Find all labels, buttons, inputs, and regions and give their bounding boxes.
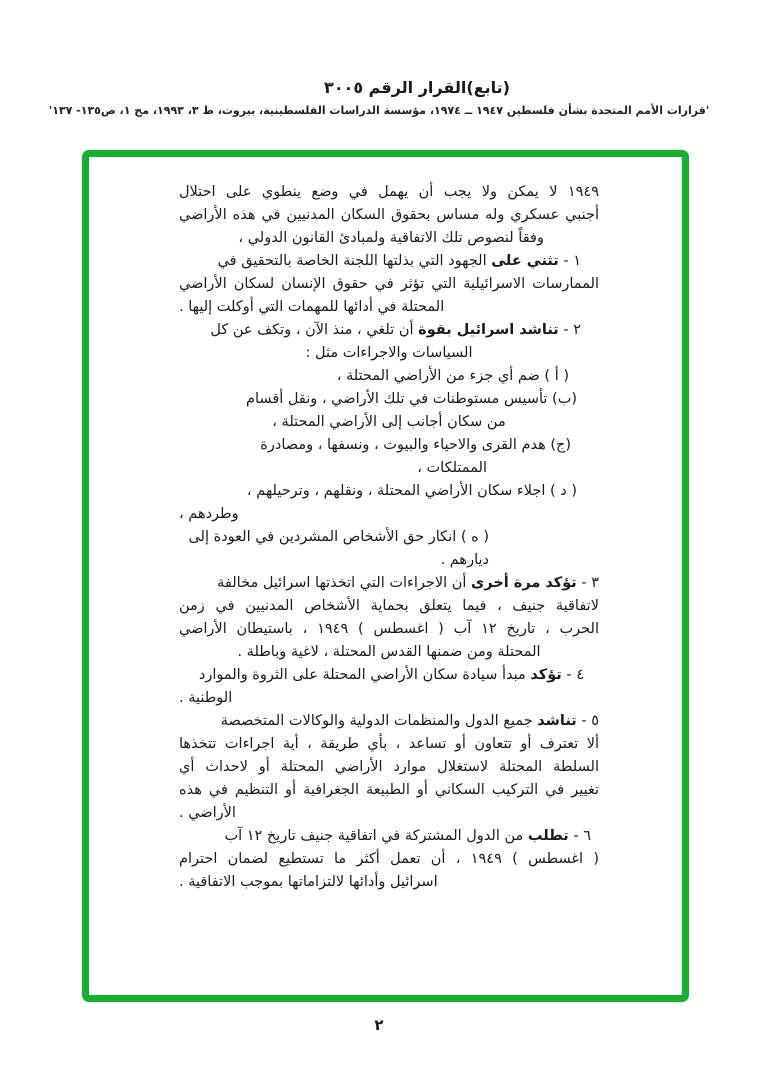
text-line [179,526,599,572]
text-segment: وفقاً لنصوص تلك الاتفاقية ولمبادئ القانون الدولي ، [238,230,544,246]
text-segment: ٦ - [568,828,591,844]
text-segment: من الدول المشتركة في اتفاقية جنيف تاريخ ١٢ آب [224,828,528,844]
text-segment: من سكان أجانب إلى الأراضي المحتلة ، [272,414,506,430]
text-segment: وطردهم ، [179,506,239,522]
resolution-text [179,181,599,894]
text-line [179,181,599,204]
text-segment: (ج) هدم القرى والاحياء والبيوت ، ونسفها ، ومصادرة [260,437,571,453]
text-segment: الوطنية . [179,690,233,706]
bold-text-segment: تؤكد [530,667,562,683]
text-segment: الممارسات الاسرائيلية التي تؤثر في حقوق الإنسان لسكان الأراضي [179,276,599,292]
text-segment: ( أ ) ضم أي جزء من الأراضي المحتلة ، [336,368,569,384]
text-line [179,457,599,480]
text-line [179,411,599,434]
text-segment: ألا تعترف أو تتعاون أو تساعد ، بأي طريقة ، أية اجراءات تتخذها [179,736,599,752]
text-segment: ( ه ) انكار حق الأشخاص المشردين في العودة إلى ديارهم . [188,529,489,568]
bold-text-segment: تثني على [491,253,559,269]
text-segment: لاتفاقية جنيف ، فيما يتعلق بحماية الأشخاص المدنيين في زمن [179,598,599,614]
text-line [179,227,599,250]
text-line [179,687,599,710]
text-segment: الجهود التي بذلتها اللجنة الخاصة بالتحقيق في [217,253,492,269]
text-line [179,342,599,365]
bold-text-segment: تطلب [527,828,569,844]
text-segment: اسرائيل وأدائها لالتزاماتها بموجب الاتفاقية . [179,874,438,890]
text-segment: الممتلكات ، [417,460,487,476]
text-segment: السياسات والاجراءات مثل : [305,345,473,361]
text-line [179,664,599,687]
text-line [179,641,599,664]
text-segment: جميع الدول والمنظمات الدولية والوكالات المتخصصة [220,713,538,729]
text-line [179,733,599,756]
text-segment: ٣ - [576,575,599,591]
text-segment: أن تلغي ، منذ الآن ، وتكف عن كل [210,322,419,338]
text-line [179,503,599,526]
text-segment: (ب) تأسيس مستوطنات في تلك الأراضي ، ونقل أقسام [246,391,577,407]
text-segment: ٢ - [558,322,581,338]
text-line [179,273,599,296]
text-line [179,250,599,273]
text-segment: ١٩٤٩ لا يمكن ولا يجب أن يهمل في وضع ينطوي على احتلال [179,184,599,200]
text-segment: ١ - [558,253,581,269]
text-segment: ( اغسطس ) ١٩٤٩ ، أن تعمل أكثر ما تستطيع لضمان احترام [179,851,599,867]
text-segment: الحرب ، تاريخ ١٢ آب ( اغسطس ) ١٩٤٩ ، باستيطان الأراضي [179,621,599,637]
text-segment: ( د ) اجلاء سكان الأراضي المحتلة ، ونقلهم ، وترحيلهم ، [246,483,577,499]
text-line [179,388,599,411]
bold-text-segment: تؤكد مرة أخرى [471,575,577,591]
bold-text-segment: تناشد اسرائيل بقوة [418,322,559,338]
text-line [179,848,599,871]
text-segment: الأراضي . [179,805,236,821]
text-segment: المحتلة في أدائها للمهمات التي أوكلت إليها . [179,299,445,315]
highlight-box [82,150,689,1002]
text-segment: مبدأ سيادة سكان الأراضي المحتلة على الثروة والموارد [198,667,531,683]
text-line [179,756,599,779]
text-line [179,871,599,894]
text-line [179,779,599,802]
text-line [179,365,599,388]
text-segment: أن الاجراءات التي اتخذتها اسرائيل مخالفة [217,575,472,591]
text-line [179,204,599,227]
text-segment: ٤ - [561,667,584,683]
page-title: (تابع)القرار الرقم ٣٠٠٥ [324,78,510,97]
text-line [179,572,599,595]
page-number: ٢ [374,1016,384,1034]
text-line [179,710,599,733]
text-segment: أجنبي عسكري وله مساس بحقوق السكان المدنيين في هذه الأراضي [179,207,599,223]
citation-line: 'قرارات الأمم المتحدة بشأن فلسطين ١٩٤٧ ــ ١٩٧٤، مؤسسة الدراسات الفلسطينية، بيروت، ط ٣، ١٩٩٣، مج ١، ص١٣٥- ١٣٧' [48,104,710,117]
text-segment: السلطة المحتلة لاستغلال موارد الأراضي المحتلة أو لاحداث أي [179,759,599,775]
text-line [179,595,599,618]
text-segment: تغيير في التركيب السكاني أو الطبيعة الجغرافية أو التنظيم في هذه [179,782,599,798]
text-line [179,618,599,641]
text-segment: المحتلة ومن ضمنها القدس المحتلة ، لاغية وباطلة . [237,644,541,660]
text-line [179,319,599,342]
text-line [179,480,599,503]
text-line [179,802,599,825]
text-line [179,825,599,848]
text-line [179,434,599,457]
bold-text-segment: تناشد [537,713,577,729]
text-line [179,296,599,319]
text-segment: ٥ - [576,713,599,729]
